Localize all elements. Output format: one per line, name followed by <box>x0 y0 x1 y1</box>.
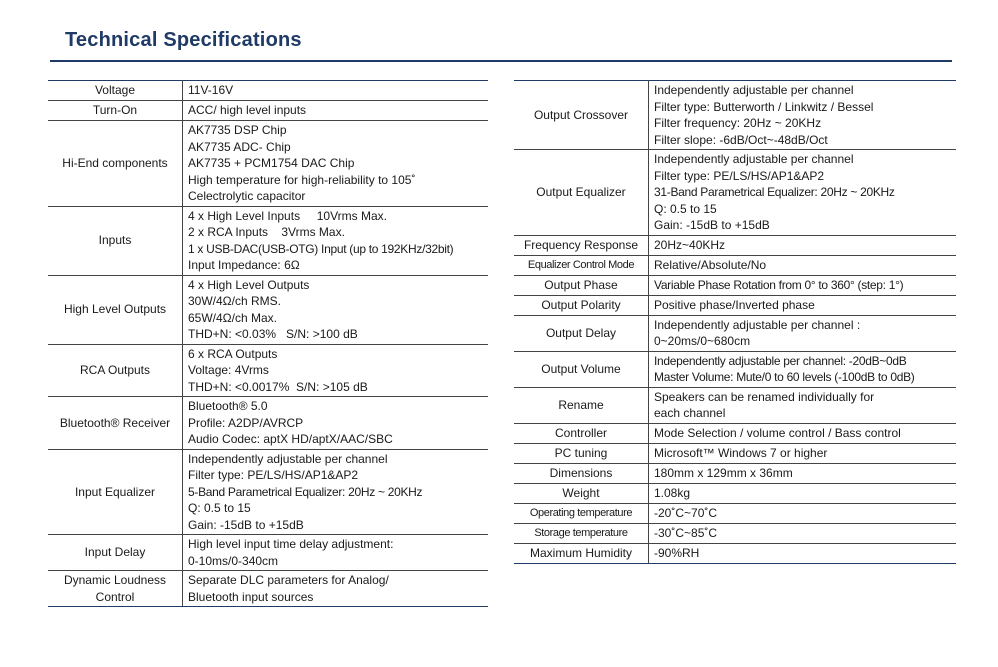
spec-value-line: -20˚C~70˚C <box>654 505 718 520</box>
spec-label: Output Phase <box>514 275 649 295</box>
spec-label: Rename <box>514 387 649 423</box>
table-row <box>48 206 488 275</box>
spec-value <box>649 463 957 483</box>
table-row <box>514 463 956 483</box>
spec-value-line: AK7735 + PCM1754 DAC Chip <box>188 156 355 170</box>
spec-label: RCA Outputs <box>48 344 183 397</box>
spec-value-line: 65W/4Ω/ch Max. <box>188 310 277 325</box>
spec-value-line: Filter type: Butterworth / Linkwitz / Bessel <box>654 99 874 114</box>
spec-value-line: 0-10ms/0-340cm <box>188 553 279 568</box>
spec-table-left <box>48 80 488 607</box>
spec-value <box>649 295 957 315</box>
spec-value <box>649 523 957 543</box>
spec-value-line: 2 x RCA Inputs 3Vrms Max. <box>188 225 345 239</box>
table-row <box>514 150 956 236</box>
spec-value-line: ACC/ high level inputs <box>188 103 307 118</box>
spec-value <box>183 449 489 535</box>
spec-label: Inputs <box>48 206 183 275</box>
spec-value <box>183 571 489 607</box>
spec-value-line: Filter type: PE/LS/HS/AP1&AP2 <box>654 168 825 183</box>
spec-value-line: Independently adjustable per channel <box>654 152 854 166</box>
table-row <box>514 81 956 150</box>
table-row <box>514 275 956 295</box>
spec-value <box>649 81 957 150</box>
spec-value <box>183 397 489 450</box>
spec-label: Weight <box>514 483 649 503</box>
spec-value-line: Speakers can be renamed individually for <box>654 389 875 404</box>
spec-value-line: Independently adjustable per channel: -20dB~0dB <box>654 353 907 368</box>
table-row <box>514 315 956 351</box>
spec-value-line: each channel <box>654 406 726 420</box>
spec-value-line: THD+N: <0.03% S/N: >100 dB <box>188 327 358 341</box>
table-row <box>514 443 956 463</box>
spec-value-line: 31-Band Parametrical Equalizer: 20Hz ~ 20KHz <box>654 185 895 199</box>
table-row <box>48 449 488 535</box>
spec-label: Output Equalizer <box>514 150 649 236</box>
spec-label: Equalizer Control Mode <box>514 255 649 275</box>
spec-value-line: 30W/4Ω/ch RMS. <box>188 294 281 308</box>
spec-value <box>183 344 489 397</box>
spec-value <box>649 423 957 443</box>
spec-label: Frequency Response <box>514 235 649 255</box>
spec-value-line: Filter frequency: 20Hz ~ 20KHz <box>654 116 822 130</box>
table-row <box>514 295 956 315</box>
spec-value-line: THD+N: <0.0017% S/N: >105 dB <box>188 379 368 394</box>
spec-value-line: Filter type: PE/LS/HS/AP1&AP2 <box>188 468 359 482</box>
spec-value-line: Independently adjustable per channel <box>188 451 388 466</box>
spec-value-line: Microsoft™ Windows 7 or higher <box>654 445 828 460</box>
spec-value <box>649 503 957 523</box>
spec-value <box>649 315 957 351</box>
spec-value-line: Gain: -15dB to +15dB <box>654 218 770 232</box>
spec-value-line: AK7735 ADC- Chip <box>188 139 291 154</box>
spec-value <box>649 235 957 255</box>
spec-label: Input Equalizer <box>48 449 183 535</box>
spec-value <box>649 443 957 463</box>
spec-label: Dynamic Loudness Control <box>48 571 183 607</box>
spec-label: Dimensions <box>514 463 649 483</box>
spec-value <box>649 483 957 503</box>
spec-value-line: -30˚C~85˚C <box>654 525 718 540</box>
spec-label: Storage temperature <box>514 523 649 543</box>
spec-value <box>649 255 957 275</box>
spec-label: Hi-End components <box>48 121 183 207</box>
table-row <box>48 344 488 397</box>
spec-label: High Level Outputs <box>48 275 183 344</box>
spec-label: Controller <box>514 423 649 443</box>
spec-value-line: Q: 0.5 to 15 <box>188 501 251 515</box>
spec-value-line: 6 x RCA Outputs <box>188 346 278 361</box>
spec-value-line: AK7735 DSP Chip <box>188 123 287 137</box>
table-row <box>48 275 488 344</box>
spec-label: Voltage <box>48 81 183 101</box>
spec-value-line: Voltage: 4Vrms <box>188 363 269 377</box>
table-row <box>514 351 956 387</box>
spec-value-line: Bluetooth input sources <box>188 589 314 604</box>
spec-value-line: Profile: A2DP/AVRCP <box>188 415 304 430</box>
table-row <box>514 523 956 543</box>
spec-value-line: 11V-16V <box>188 83 234 98</box>
spec-value-line: 20Hz~40KHz <box>654 237 726 252</box>
table-row <box>514 423 956 443</box>
spec-value-line: Audio Codec: aptX HD/aptX/AAC/SBC <box>188 432 393 446</box>
table-row <box>514 255 956 275</box>
spec-value-line: Independently adjustable per channel : <box>654 317 861 332</box>
table-row <box>48 121 488 207</box>
spec-value <box>649 543 957 563</box>
spec-label: Output Delay <box>514 315 649 351</box>
table-row <box>48 571 488 607</box>
page-title: Technical Specifications <box>65 29 302 51</box>
spec-value-line: 0~20ms/0~680cm <box>654 334 751 348</box>
table-row <box>514 387 956 423</box>
spec-value-line: 180mm x 129mm x 36mm <box>654 465 793 480</box>
spec-value-line: Input Impedance: 6Ω <box>188 258 300 272</box>
spec-value-line: Mode Selection / volume control / Bass control <box>654 425 901 440</box>
title-divider <box>50 60 952 62</box>
spec-value <box>183 275 489 344</box>
spec-value-line: Relative/Absolute/No <box>654 257 767 272</box>
spec-value-line: 1.08kg <box>654 485 691 500</box>
table-row <box>48 81 488 101</box>
spec-value <box>183 206 489 275</box>
spec-value <box>183 81 489 101</box>
spec-value-line: Q: 0.5 to 15 <box>654 201 717 216</box>
spec-value-line: Independently adjustable per channel <box>654 83 854 97</box>
spec-value-line: High temperature for high-reliability to 105˚ <box>188 172 416 187</box>
table-row <box>48 397 488 450</box>
spec-value <box>649 351 957 387</box>
spec-value-line: Bluetooth® 5.0 <box>188 399 268 413</box>
spec-value-line: Gain: -15dB to +15dB <box>188 517 304 532</box>
spec-value-line: Master Volume: Mute/0 to 60 levels (-100dB to 0dB) <box>654 370 915 384</box>
spec-value-line: -90%RH <box>654 545 700 560</box>
spec-value-line: 1 x USB-DAC(USB-OTG) Input (up to 192KHz/32bit) <box>188 241 454 256</box>
spec-value-line: 5-Band Parametrical Equalizer: 20Hz ~ 20KHz <box>188 484 423 499</box>
spec-value-line: Celectrolytic capacitor <box>188 189 306 203</box>
spec-label: Input Delay <box>48 535 183 571</box>
spec-value-line: 4 x High Level Inputs 10Vrms Max. <box>188 208 387 223</box>
spec-value <box>183 101 489 121</box>
spec-value <box>649 150 957 236</box>
spec-value <box>649 387 957 423</box>
spec-label: Maximum Humidity <box>514 543 649 563</box>
spec-label: Bluetooth® Receiver <box>48 397 183 450</box>
spec-value-line: 4 x High Level Outputs <box>188 277 310 292</box>
spec-label: Output Polarity <box>514 295 649 315</box>
spec-label: Turn-On <box>48 101 183 121</box>
spec-value-line: Positive phase/Inverted phase <box>654 297 815 312</box>
spec-label: Operating temperature <box>514 503 649 523</box>
spec-value-line: Separate DLC parameters for Analog/ <box>188 573 389 587</box>
spec-label: Output Crossover <box>514 81 649 150</box>
spec-value <box>183 535 489 571</box>
table-row <box>514 543 956 563</box>
spec-label: PC tuning <box>514 443 649 463</box>
spec-value <box>649 275 957 295</box>
table-row <box>48 535 488 571</box>
table-row <box>514 503 956 523</box>
spec-value-line: Variable Phase Rotation from 0° to 360° (step: 1°) <box>654 277 904 292</box>
table-row <box>48 101 488 121</box>
spec-table-right <box>514 80 956 564</box>
spec-value <box>183 121 489 207</box>
table-row <box>514 235 956 255</box>
spec-value-line: Filter slope: -6dB/Oct~-48dB/Oct <box>654 132 828 147</box>
table-row <box>514 483 956 503</box>
spec-value-line: High level input time delay adjustment: <box>188 537 394 551</box>
spec-label: Output Volume <box>514 351 649 387</box>
